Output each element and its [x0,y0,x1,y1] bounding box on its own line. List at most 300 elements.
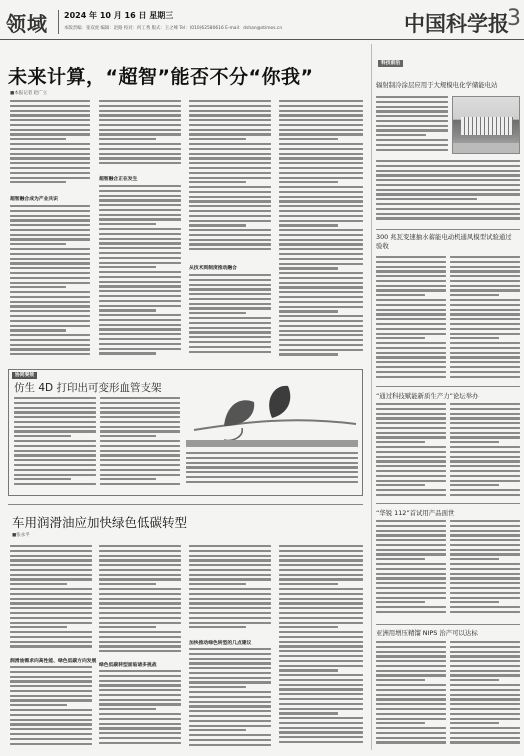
text-line [189,327,271,329]
text-line [376,422,446,424]
photo-box-text-2 [100,397,180,492]
text-line [279,320,363,322]
text-line [450,352,520,354]
section-label: 领域 [6,12,48,36]
text-line [376,266,446,268]
text-line [376,665,446,667]
text-line [450,323,520,325]
text-line [450,280,520,282]
text-line [99,636,181,638]
text-line [376,465,446,467]
text-line [279,688,363,690]
text-line [450,698,520,700]
sidebar-text-5b [450,641,520,750]
text-line [376,441,425,443]
sidebar-text-1b [376,160,520,224]
text-line [376,313,446,315]
text-line [10,666,92,668]
text-line [189,143,271,145]
second-article-col-3 [189,545,271,635]
second-article-subhead-3: 加快推动绿色转型的几点建议 [189,641,252,646]
text-line [376,179,520,181]
text-line [100,402,180,404]
text-line [450,275,520,277]
text-line [189,336,271,338]
text-line [450,737,520,739]
text-line [100,440,180,442]
text-line [376,270,446,272]
text-line [189,274,271,276]
second-article-subhead-2: 绿色低碳转型面临诸多挑战 [99,663,157,668]
text-line [376,149,448,151]
text-line [99,218,181,220]
text-line [450,333,520,335]
text-line [376,347,446,349]
text-line [189,153,271,155]
text-line [189,322,271,324]
text-line [279,153,363,155]
sidebar-headline-5[interactable]: 亚洲用增压精馏 NIPS 治产可以达标 [376,629,478,637]
text-line [450,689,520,691]
text-line [10,578,92,580]
text-line [450,544,520,546]
text-line [10,119,90,121]
text-line [450,361,520,363]
text-line [189,317,271,319]
text-line [189,653,271,655]
text-line [99,703,181,705]
text-line [10,709,92,711]
text-line [189,293,271,295]
text-line [279,110,363,112]
text-line [14,445,96,447]
text-line [189,100,271,102]
photo-caption [186,440,358,447]
text-line [376,366,446,368]
text-line [99,105,181,107]
text-line [189,110,271,112]
text-line [376,170,520,172]
text-line [376,203,520,205]
text-line [99,564,181,566]
text-line [279,617,363,619]
text-line [279,593,363,595]
text-line [376,342,446,344]
text-line [376,563,446,565]
text-line [189,157,271,159]
text-line [99,276,181,278]
text-line [99,238,181,240]
text-line [376,597,446,599]
text-line [450,413,520,415]
text-line [279,272,363,274]
text-line [99,708,156,710]
text-line [376,694,446,696]
text-line [279,631,363,633]
text-line [10,172,90,174]
text-line [10,719,92,721]
text-line [99,578,181,580]
text-line [99,680,181,682]
text-line [189,105,271,107]
text-line [450,470,520,472]
text-line [10,133,90,135]
text-line [279,660,363,662]
text-line [189,667,271,669]
text-line [376,689,446,691]
text-line [450,732,520,734]
text-line [279,253,363,255]
text-line [279,162,363,164]
text-line [376,432,446,434]
text-line [99,593,181,595]
text-line [99,569,181,571]
text-line [99,185,181,187]
second-article-col-1 [10,545,92,653]
sidebar-text-5a [376,641,446,750]
text-line [189,564,271,566]
text-line [10,339,90,341]
text-line [10,602,92,604]
text-line [100,450,180,452]
photo-box-title[interactable]: 仿生 4D 打印出可变形血管支架 [14,382,162,394]
text-line [376,323,446,325]
text-line [450,266,520,268]
text-line [99,195,181,197]
main-article-title[interactable]: 未来计算，“超智”能否不分“你我” [8,66,314,88]
text-line [376,451,446,453]
sidebar-text-2b [450,256,520,382]
text-line [10,253,90,255]
text-line [450,520,520,522]
text-line [99,209,181,211]
text-line [279,736,363,738]
text-line [279,172,363,174]
sidebar-text-4b [450,520,520,620]
sidebar-headline-3[interactable]: “通过科技赋能新质生产力”论坛举办 [376,392,479,400]
text-line [10,258,90,260]
text-line [279,612,363,614]
text-line [14,430,96,432]
text-line [450,708,520,710]
text-line [279,588,363,590]
text-line [450,660,520,662]
second-article-byline: ■张永平 [12,533,30,538]
text-line [99,214,181,216]
text-line [10,550,92,552]
text-line [376,436,446,438]
text-line [99,266,156,268]
text-line [100,478,156,480]
text-line [189,148,271,150]
text-line [189,691,271,693]
text-line [450,684,520,686]
main-article-subhead-1: 超智融合成为产业共识 [10,197,58,202]
text-line [450,534,520,536]
sidebar-headline-2[interactable]: 300 兆瓦变速抽水蓄能电动机通风模型试验通过验收 [376,233,512,250]
text-line [376,484,425,486]
text-line [99,223,156,225]
text-line [10,631,92,633]
text-line [376,189,520,191]
text-line [99,138,156,140]
text-line [376,470,446,472]
text-line [450,328,520,330]
text-line [99,100,181,102]
text-line [14,440,96,442]
text-line [99,645,181,647]
second-article-subhead-1: 润滑油需求向高性能、绿色低碳方向发展 [10,659,97,664]
main-article-byline: ■本报记者 赵广立 [10,91,48,96]
text-line [376,732,446,734]
text-line [99,622,181,624]
text-line [189,602,271,604]
text-line [376,361,446,363]
text-line [279,224,338,226]
text-line [10,723,92,725]
page-number: 3 [507,6,521,31]
text-line [450,646,520,648]
main-article-col-3b [189,274,271,360]
text-line [189,559,271,561]
text-line [450,641,520,643]
text-line [376,337,425,339]
text-line [189,186,271,188]
text-line [279,301,363,303]
text-line [376,737,446,739]
text-line [10,234,90,236]
text-line [376,641,446,643]
text-line [376,413,446,415]
text-line [450,256,520,258]
text-line [450,703,520,705]
text-line [376,101,448,103]
text-line [279,693,363,695]
text-line [189,725,271,727]
text-line [189,598,271,600]
text-line [450,475,520,477]
text-line [279,550,363,552]
text-line [376,741,446,743]
text-line [376,679,425,681]
text-line [100,407,180,409]
text-line [189,574,271,576]
text-line [376,352,446,354]
text-line [376,674,446,676]
text-line [450,460,520,462]
text-line [376,110,448,112]
text-line [99,550,181,552]
text-line [99,631,181,633]
text-line [189,729,246,731]
text-line [189,622,271,624]
text-line [99,328,181,330]
main-article-col-3 [189,100,271,258]
text-line [99,607,181,609]
text-line [189,124,271,126]
text-line [10,272,90,274]
text-line [279,124,363,126]
text-line [450,553,520,555]
sidebar-headline-1[interactable]: 辐射制冷涂层应用于大规模电化学储能电站 [376,81,498,89]
text-line [10,329,66,331]
main-article-subhead-3: 从技术到制度推动融合 [189,266,237,271]
text-line [10,238,90,240]
text-line [10,641,92,643]
text-line [189,569,271,571]
text-line [279,114,363,116]
text-line [450,549,520,551]
text-line [14,483,96,485]
text-line [279,583,338,585]
second-article-title[interactable]: 车用润滑油应加快绿色低碳转型 [12,515,188,530]
text-line [450,577,520,579]
text-line [10,229,90,231]
main-article-col-1 [10,100,90,190]
text-line [279,315,363,317]
text-line [189,114,271,116]
text-line [376,553,446,555]
text-line [376,489,446,491]
text-line [14,474,96,476]
text-line [99,742,181,744]
text-line [189,607,271,609]
text-line [99,285,181,287]
text-line [189,172,271,174]
text-line [189,215,271,217]
text-line [99,348,181,350]
text-line [10,612,92,614]
text-line [10,714,92,716]
text-line [450,261,520,263]
text-line [279,167,363,169]
text-line [10,277,90,279]
text-line [99,129,181,131]
text-line [99,583,156,585]
text-line [376,646,446,648]
text-line [99,157,181,159]
text-line [376,144,448,146]
text-line [376,558,425,560]
text-line [376,606,446,608]
text-line [189,224,246,226]
sidebar-divider-4 [376,624,520,625]
text-line [450,356,520,358]
text-line [189,220,271,222]
text-line [99,242,181,244]
text-line [450,446,520,448]
text-line [376,304,446,306]
text-line [99,110,181,112]
text-line [186,466,358,468]
text-line [189,138,246,140]
text-line [450,456,520,458]
text-line [186,476,358,478]
second-article-col-4 [279,545,363,750]
text-line [450,318,520,320]
photo-box-text-1 [14,397,96,492]
text-line [99,247,181,249]
text-line [450,309,520,311]
text-line [450,592,520,594]
text-line [10,310,90,312]
text-line [279,353,338,355]
text-line [376,582,446,584]
text-line [10,243,66,245]
text-line [279,708,363,710]
text-line [376,670,446,672]
text-line [189,284,271,286]
text-line [189,588,271,590]
text-line [10,215,90,217]
text-line [14,478,71,480]
text-line [189,119,271,121]
text-line [279,578,363,580]
text-line [10,704,67,706]
text-line [376,309,446,311]
text-line [450,465,520,467]
second-article-col-1b [10,666,92,750]
text-line [450,313,520,315]
text-line [99,641,181,643]
text-line [189,715,271,717]
text-line [14,459,96,461]
text-line [14,416,96,418]
text-line [279,291,363,293]
text-line [279,569,363,571]
text-line [100,483,180,485]
text-line [376,318,446,320]
text-line [189,129,271,131]
text-line [450,480,520,482]
text-line [10,315,90,317]
text-line [189,617,271,619]
text-line [450,289,520,291]
text-line [100,469,180,471]
text-line [279,650,363,652]
text-line [279,105,363,107]
text-line [189,681,271,683]
text-line [189,210,271,212]
text-line [10,728,92,730]
text-line [10,248,90,250]
text-line [376,106,448,108]
text-line [279,267,338,269]
text-line [10,148,90,150]
text-line [189,288,271,290]
article-divider [8,504,363,505]
text-line [189,626,246,628]
text-line [99,199,181,201]
text-line [450,573,520,575]
text-line [279,239,363,241]
text-line [450,727,520,729]
text-line [450,436,520,438]
text-line [10,588,92,590]
text-line [189,612,271,614]
text-line [10,738,92,740]
text-line [10,617,92,619]
text-line [450,674,520,676]
text-line [14,435,71,437]
text-line [279,100,363,102]
text-line [279,559,363,561]
text-line [189,701,271,703]
text-line [450,484,499,486]
text-line [100,416,180,418]
sidebar-headline-4[interactable]: “华锐 112”首试用产品面世 [376,509,455,517]
text-line [450,718,520,720]
